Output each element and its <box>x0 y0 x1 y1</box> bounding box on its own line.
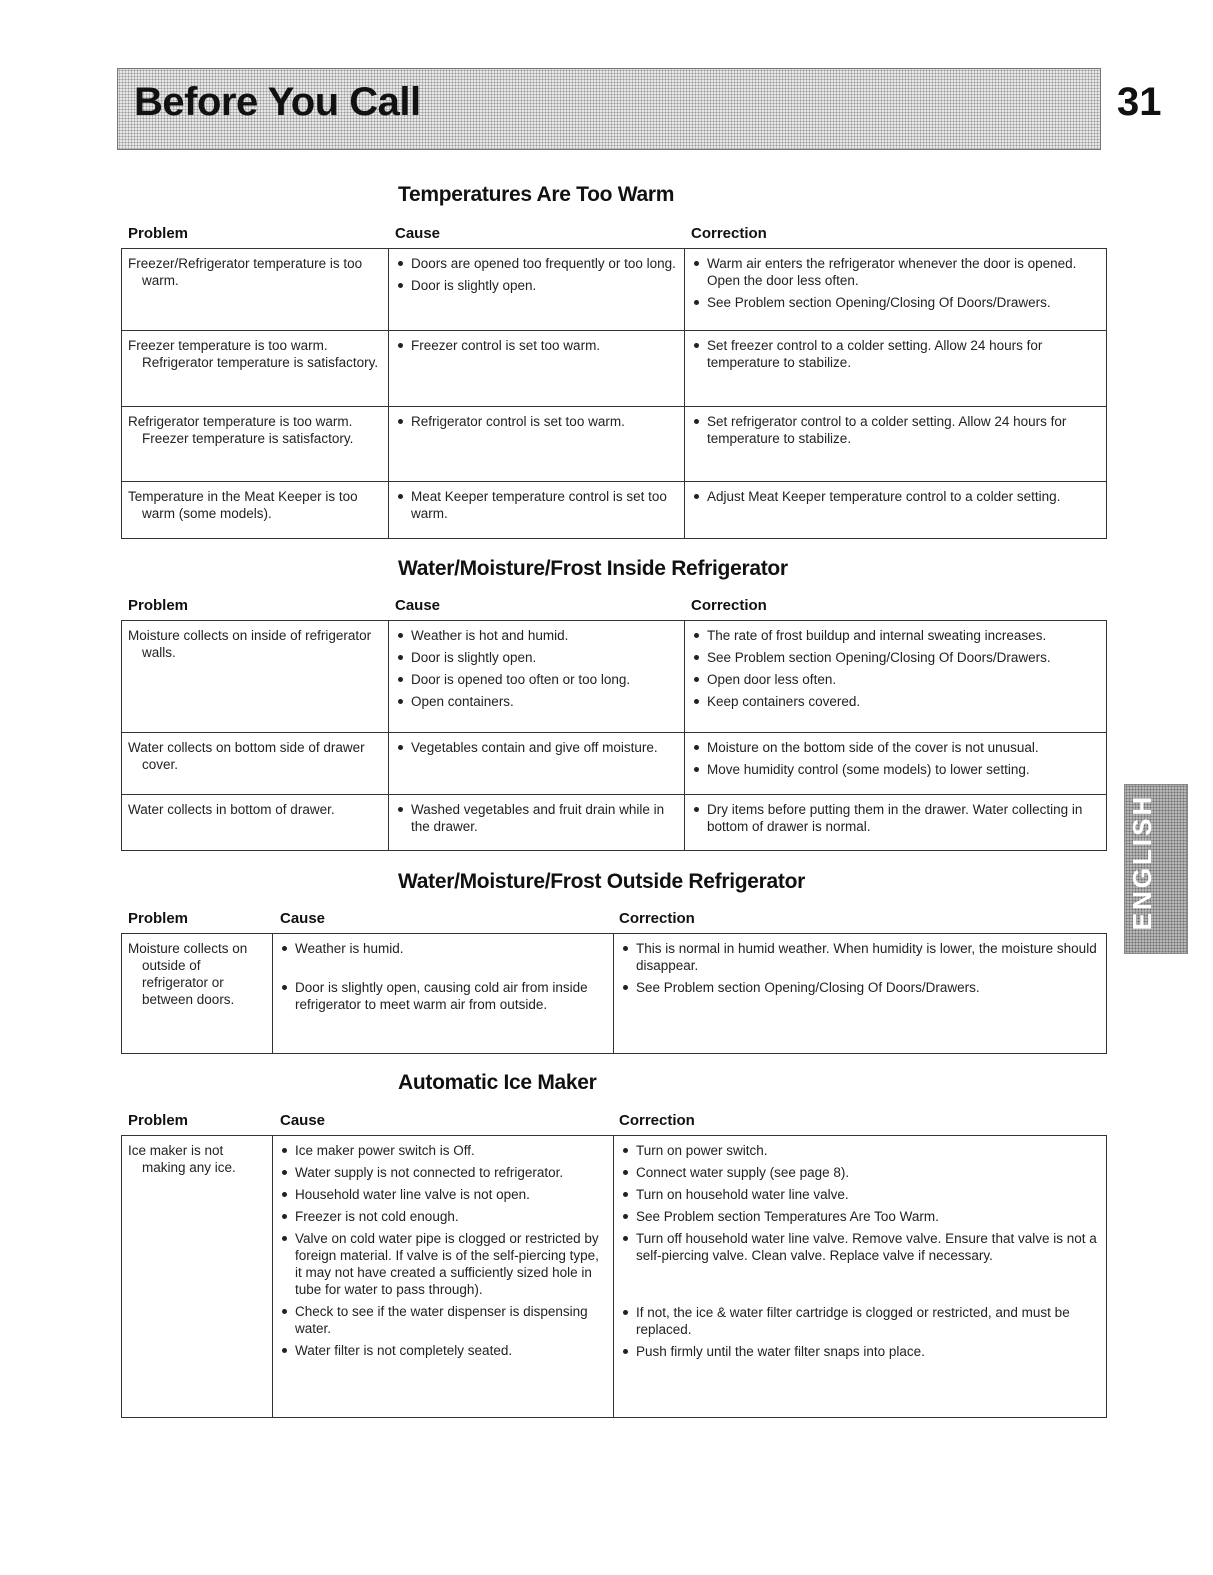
correction-item: Set freezer control to a colder setting. Allow 24 hours for temperature to stabilize. <box>691 337 1100 371</box>
correction-list <box>620 1142 1100 1360</box>
section-title: Automatic Ice Maker <box>398 1071 597 1094</box>
page-number: 31 <box>1117 80 1162 124</box>
column-header-problem: Problem <box>128 1112 189 1129</box>
table-row <box>122 331 1107 407</box>
cause-item: Check to see if the water dispenser is dispensing water. <box>279 1303 607 1337</box>
cause-list <box>395 255 678 294</box>
cause-item: Meat Keeper temperature control is set too warm. <box>395 488 678 522</box>
cause-item: Water supply is not connected to refrigerator. <box>279 1164 607 1181</box>
column-header-correction: Correction <box>619 910 695 927</box>
problem-text: Ice maker is not making any ice. <box>128 1143 236 1175</box>
correction-list <box>691 801 1100 835</box>
cause-item: Vegetables contain and give off moisture. <box>395 739 678 756</box>
correction-item: See Problem section Opening/Closing Of Doors/Drawers. <box>691 294 1100 311</box>
section-title: Water/Moisture/Frost Inside Refrigerator <box>398 557 788 580</box>
column-header-problem: Problem <box>128 910 189 927</box>
cause-item: Valve on cold water pipe is clogged or restricted by foreign material. If valve is of the self-piercing type, it may not have created a sufficiently sized hole in tube for water to pass through). <box>279 1230 607 1298</box>
problem-text: Moisture collects on outside of refrigerator or between doors. <box>128 941 248 1007</box>
cause-list <box>395 627 678 710</box>
cause-item: Weather is hot and humid. <box>395 627 678 644</box>
problem-text: Water collects in bottom of drawer. <box>128 802 335 817</box>
cause-item: Door is slightly open, causing cold air from inside refrigerator to meet warm air from outside. <box>279 979 607 1013</box>
correction-item: This is normal in humid weather. When humidity is lower, the moisture should disappear. <box>620 940 1100 974</box>
correction-item: Dry items before putting them in the drawer. Water collecting in bottom of drawer is normal. <box>691 801 1100 835</box>
cause-item: Freezer is not cold enough. <box>279 1208 607 1225</box>
correction-list <box>691 488 1100 505</box>
column-header-cause: Cause <box>395 225 441 242</box>
troubleshooting-table <box>121 1135 1107 1418</box>
column-header-correction: Correction <box>691 597 767 614</box>
table-row <box>122 733 1107 795</box>
problem-text: Temperature in the Meat Keeper is too warm (some models). <box>128 489 358 521</box>
table-row <box>122 482 1107 539</box>
correction-list <box>691 337 1100 371</box>
correction-item: Turn on household water line valve. <box>620 1186 1100 1203</box>
table-row <box>122 621 1107 733</box>
problem-text: Freezer/Refrigerator temperature is too warm. <box>128 256 363 288</box>
cause-item: Water filter is not completely seated. <box>279 1342 607 1359</box>
column-header-cause: Cause <box>280 1112 326 1129</box>
correction-list <box>691 255 1100 311</box>
table-row <box>122 795 1107 851</box>
troubleshooting-table <box>121 933 1107 1054</box>
correction-list <box>691 627 1100 710</box>
table-row <box>122 407 1107 482</box>
correction-item: See Problem section Opening/Closing Of Doors/Drawers. <box>620 979 1100 996</box>
cause-item: Door is slightly open. <box>395 277 678 294</box>
section-title: Temperatures Are Too Warm <box>398 183 675 206</box>
column-header-cause: Cause <box>395 597 441 614</box>
problem-text: Refrigerator temperature is too warm. Freezer temperature is satisfactory. <box>128 414 354 446</box>
correction-list <box>691 413 1100 447</box>
cause-list <box>279 940 607 1013</box>
problem-text: Moisture collects on inside of refrigerator walls. <box>128 628 372 660</box>
table-row <box>122 934 1107 1054</box>
cause-item: Door is opened too often or too long. <box>395 671 678 688</box>
correction-item: Adjust Meat Keeper temperature control to a colder setting. <box>691 488 1100 505</box>
column-header-cause: Cause <box>280 910 326 927</box>
cause-item: Doors are opened too frequently or too long. <box>395 255 678 272</box>
cause-item: Door is slightly open. <box>395 649 678 666</box>
column-header-problem: Problem <box>128 225 189 242</box>
cause-list <box>395 413 678 430</box>
correction-item: Push firmly until the water filter snaps into place. <box>620 1343 1100 1360</box>
section-title: Water/Moisture/Frost Outside Refrigerator <box>398 870 805 893</box>
problem-text: Water collects on bottom side of drawer cover. <box>128 740 365 772</box>
cause-item: Household water line valve is not open. <box>279 1186 607 1203</box>
column-header-correction: Correction <box>619 1112 695 1129</box>
cause-list <box>395 337 678 354</box>
column-header-correction: Correction <box>691 225 767 242</box>
correction-item: Set refrigerator control to a colder setting. Allow 24 hours for temperature to stabilize. <box>691 413 1100 447</box>
correction-item: Turn off household water line valve. Remove valve. Ensure that valve is not a self-piercing valve. Clean valve. Replace valve if necessary. <box>620 1230 1100 1264</box>
cause-item: Ice maker power switch is Off. <box>279 1142 607 1159</box>
language-tab-label: ENGLISH <box>1127 793 1157 931</box>
cause-list <box>395 801 678 835</box>
correction-item: See Problem section Opening/Closing Of Doors/Drawers. <box>691 649 1100 666</box>
page-title: Before You Call <box>134 80 421 124</box>
cause-item: Refrigerator control is set too warm. <box>395 413 678 430</box>
correction-item: The rate of frost buildup and internal sweating increases. <box>691 627 1100 644</box>
column-header-problem: Problem <box>128 597 189 614</box>
cause-list <box>395 739 678 756</box>
cause-list <box>279 1142 607 1359</box>
cause-list <box>395 488 678 522</box>
correction-list <box>620 940 1100 996</box>
troubleshooting-table <box>121 620 1107 851</box>
correction-item: Connect water supply (see page 8). <box>620 1164 1100 1181</box>
table-row <box>122 1136 1107 1418</box>
correction-item: If not, the ice & water filter cartridge is clogged or restricted, and must be replaced. <box>620 1304 1100 1338</box>
correction-item: Open door less often. <box>691 671 1100 688</box>
cause-item: Open containers. <box>395 693 678 710</box>
cause-item: Weather is humid. <box>279 940 607 957</box>
table-row <box>122 249 1107 331</box>
correction-item: Moisture on the bottom side of the cover is not unusual. <box>691 739 1100 756</box>
problem-text: Freezer temperature is too warm. Refrigerator temperature is satisfactory. <box>128 338 379 370</box>
cause-item: Freezer control is set too warm. <box>395 337 678 354</box>
correction-item: Turn on power switch. <box>620 1142 1100 1159</box>
correction-item: See Problem section Temperatures Are Too Warm. <box>620 1208 1100 1225</box>
correction-item: Keep containers covered. <box>691 693 1100 710</box>
correction-item: Move humidity control (some models) to lower setting. <box>691 761 1100 778</box>
correction-list <box>691 739 1100 778</box>
troubleshooting-table <box>121 248 1107 539</box>
correction-item: Warm air enters the refrigerator whenever the door is opened. Open the door less often. <box>691 255 1100 289</box>
cause-item: Washed vegetables and fruit drain while in the drawer. <box>395 801 678 835</box>
